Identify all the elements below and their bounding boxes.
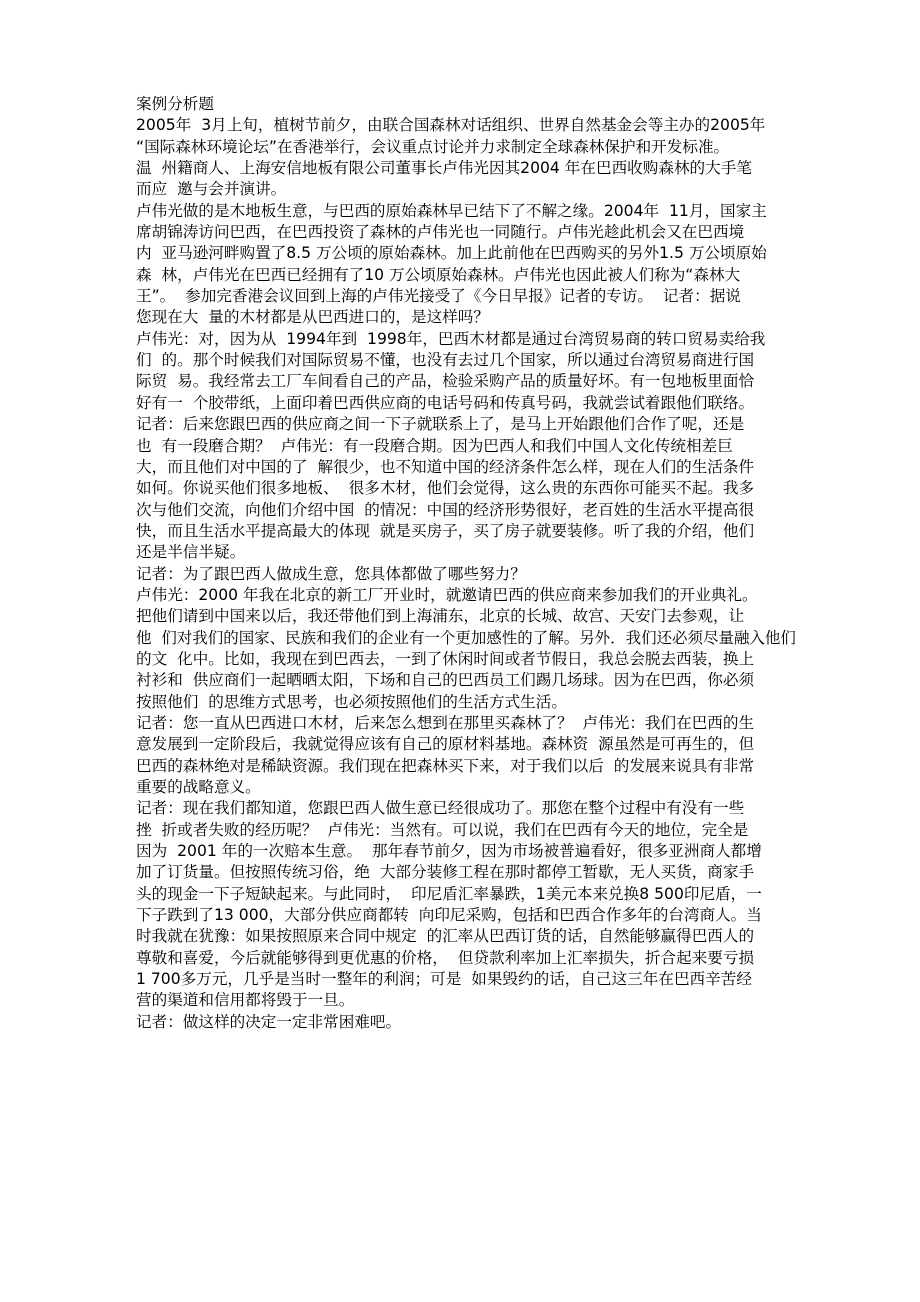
document-line: 记者：您一直从巴西进口木材，后来怎么想到在那里买森林了？ 卢伟光：我们在巴西的生 — [136, 713, 755, 732]
document-line: 把他们请到中国来以后，我还带他们到上海浦东，北京的长城、故宫、天安门去参观，让 — [136, 607, 745, 626]
document-line: 际贸 易。我经常去工厂车间看自己的产品，检验采购产品的质量好坏。有一包地板里面恰 — [136, 372, 755, 391]
document-line: 内 亚马逊河畔购置了8.5 万公顷的原始森林。加上此前他在巴西购买的另外1.5 万公顷原始 — [136, 244, 767, 263]
document-line: 而应 邀与会并演讲。 — [136, 180, 287, 199]
document-line: 2005年 3月上旬，植树节前夕，由联合国森林对话组织、世界自然基金会等主办的2005年 — [136, 116, 766, 135]
document-line: 如何。你说买他们很多地板、 很多木材，他们会觉得，这么贵的东西你可能买不起。我多 — [136, 479, 755, 498]
document-line: 还是半信半疑。 — [136, 543, 246, 562]
document-line: 森 林，卢伟光在巴西已经拥有了10 万公顷原始森林。卢伟光也因此被人们称为“森林大 — [136, 265, 741, 284]
document-line: 大，而且他们对中国的了 解很少，也不知道中国的经济条件怎么样，现在人们的生活条件 — [136, 457, 755, 476]
document-line: 记者：后来您跟巴西的供应商之间一下子就联系上了，是马上开始跟他们合作了呢，还是 — [136, 415, 745, 434]
document-line: 尊敬和喜爱，今后就能够得到更优惠的价格， 但贷款利率加上汇率损失，折合起来要亏损 — [136, 948, 755, 967]
document-line: 快，而且生活水平提高最大的体现 就是买房子，买了房子就要装修。听了我的介绍，他们 — [136, 521, 755, 540]
document-line: 记者：为了跟巴西人做成生意，您具体都做了哪些努力？ — [136, 564, 526, 583]
document-line: 卢伟光：2000 年我在北京的新工厂开业时，就邀请巴西的供应商来参加我们的开业典礼。 — [136, 585, 758, 604]
document-line: 意发展到一定阶段后，我就觉得应该有自己的原材料基地。森林资 源虽然是可再生的，但 — [136, 735, 755, 754]
document-line: 按照他们 的思维方式思考，也必须按照他们的生活方式生活。 — [136, 692, 567, 711]
document-line: 好有一 个胶带纸，上面印着巴西供应商的电话号码和传真号码，我就尝试着跟他们联络。 — [136, 393, 755, 412]
document-line: 1 700多万元，几乎是当时一整年的利润；可是 如果毁约的话，自己这三年在巴西辛苦经 — [136, 970, 752, 989]
document-line: 他 们对我们的国家、民族和我们的企业有一个更加感性的了解。另外．我们还必须尽量融入他们 — [136, 628, 796, 647]
document-line: 加了订货量。但按照传统习俗，绝 大部分装修工程在那时都停工暂歇，无人买货，商家手 — [136, 863, 755, 882]
document-line: 卢伟光：对，因为从 1994年到 1998年，巴西木材都是通过台湾贸易商的转口贸易卖给我 — [136, 329, 766, 348]
document-line: 席胡锦涛访问巴西，在巴西投资了森林的卢伟光也一同随行。卢伟光趁此机会又在巴西境 — [136, 223, 745, 242]
document-line: 头的现金一下子短缺起来。与此同时， 印尼盾汇率暴跌，1美元本来兑换8 500印尼盾，一 — [136, 884, 762, 903]
document-line: 记者：做这样的决定一定非常困难吧。 — [136, 1012, 402, 1031]
document-body — [136, 115, 796, 1033]
document-line: 次与他们交流，向他们介绍中国 的情况：中国的经济形势很好，老百姓的生活水平提高很 — [136, 500, 755, 519]
document-line: 王”。 参加完香港会议回到上海的卢伟光接受了《今日早报》记者的专访。 记者：据说 — [136, 287, 741, 306]
document-line: 衬衫和 供应商们一起晒晒太阳，下场和自己的巴西员工们踢几场球。因为在巴西，你必须 — [136, 671, 755, 690]
document-line: 的文 化中。比如，我现在到巴西去，一到了休闲时间或者节假日，我总会脱去西装，换上 — [136, 649, 755, 668]
document-title: 案例分析题 — [136, 95, 214, 113]
document-page — [136, 94, 796, 1033]
document-line: 巴西的森林绝对是稀缺资源。我们现在把森林买下来，对于我们以后 的发展来说具有非常 — [136, 756, 755, 775]
document-line: 记者：现在我们都知道，您跟巴西人做生意已经很成功了。那您在整个过程中有没有一些 — [136, 799, 745, 818]
document-line: 下子跌到了13 000，大部分供应商都转 向印尼采购，包括和巴西合作多年的台湾商人。当 — [136, 906, 762, 925]
document-line: 因为 2001 年的一次赔本生意。 那年春节前夕，因为市场被普遍看好，很多亚洲商人都增 — [136, 842, 762, 861]
document-line: 也 有一段磨合期？ 卢伟光：有一段磨合期。因为巴西人和我们中国人文化传统相差巨 — [136, 436, 733, 455]
document-line: 温 州籍商人、上海安信地板有限公司董事长卢伟光因其2004 年在巴西收购森林的大手笔 — [136, 159, 752, 178]
document-line: 您现在大 量的木材都是从巴西进口的，是这样吗？ — [136, 308, 489, 327]
document-line: 挫 折或者失败的经历呢？ 卢伟光：当然有。可以说，我们在巴西有今天的地位，完全是 — [136, 820, 749, 839]
document-line: 卢伟光做的是木地板生意，与巴西的原始森林早已结下了不解之缘。2004年 11月，国家主 — [136, 201, 767, 220]
document-line: 营的渠道和信用都将毁于一旦。 — [136, 991, 355, 1010]
document-line: 重要的战略意义。 — [136, 778, 261, 796]
document-line: “国际森林环境论坛”在香港举行，会议重点讨论并力求制定全球森林保护和开发标准。 — [136, 137, 730, 156]
document-line: 时我就在犹豫：如果按照原来合同中规定 的汇率从巴西订货的话，自然能够赢得巴西人的 — [136, 927, 755, 946]
document-line: 们 的。那个时候我们对国际贸易不懂，也没有去过几个国家，所以通过台湾贸易商进行国 — [136, 351, 755, 370]
